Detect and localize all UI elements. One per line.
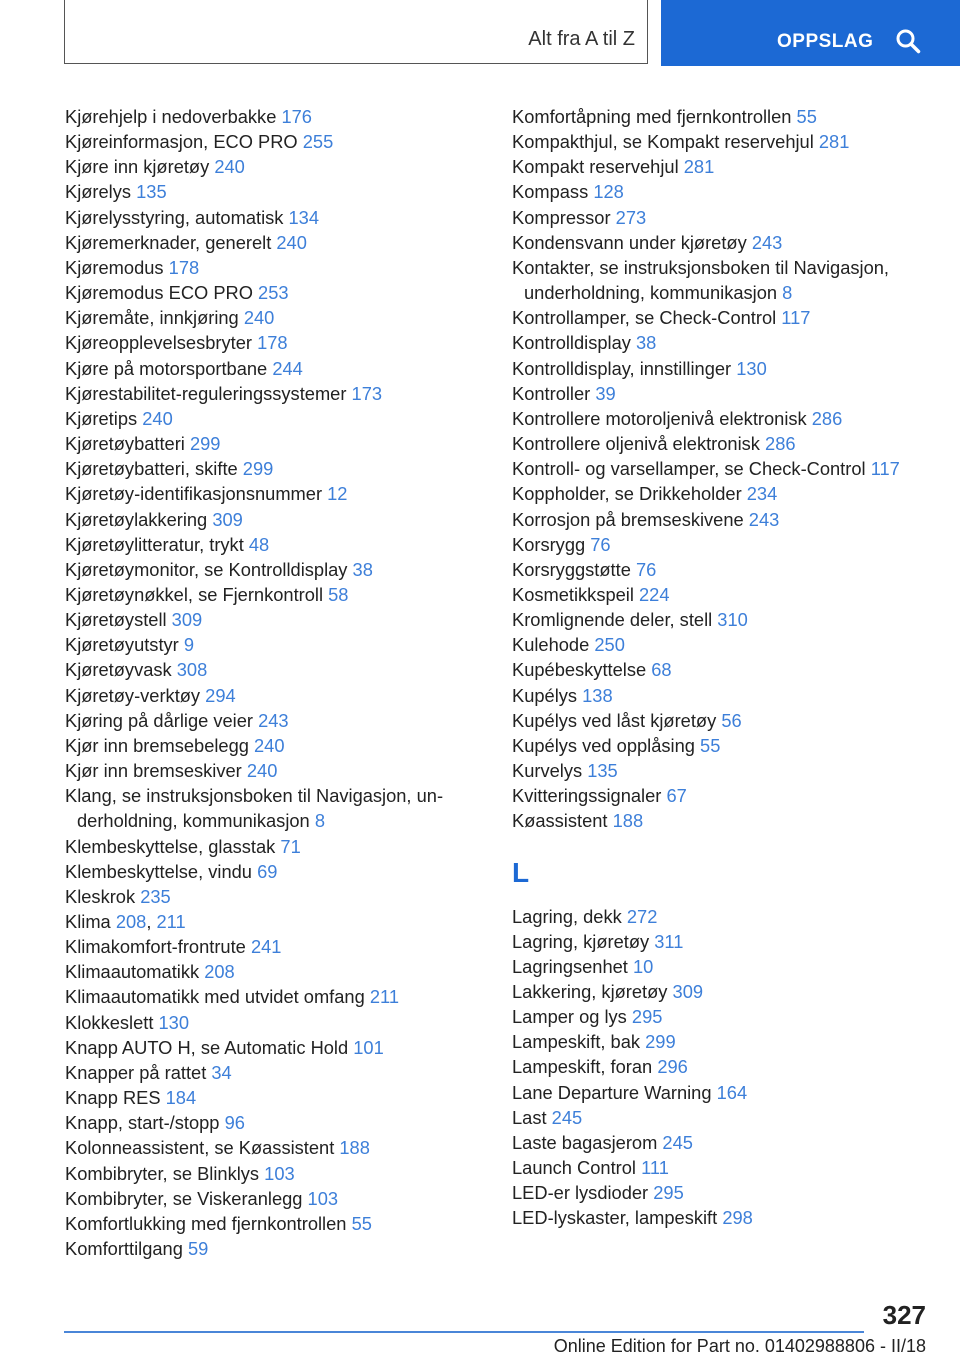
index-entry-text: Launch Control xyxy=(512,1157,636,1179)
index-entry xyxy=(65,431,490,456)
index-entry xyxy=(65,934,490,959)
index-entry xyxy=(512,1054,942,1079)
index-entry xyxy=(512,305,942,330)
page-ref-link[interactable]: 135 xyxy=(136,181,167,203)
index-entry-text: Klembeskyttelse, glasstak xyxy=(65,835,276,857)
index-entry xyxy=(65,532,490,557)
page-ref-link[interactable]: 48 xyxy=(248,533,270,555)
index-entry-text: Lakkering, kjøretøy xyxy=(512,981,668,1002)
page-ref-link[interactable]: 130 xyxy=(736,357,767,379)
index-entry xyxy=(65,330,490,355)
index-entry xyxy=(512,954,942,979)
page-ref-link[interactable]: 55 xyxy=(700,734,721,756)
page-ref-link[interactable]: 34 xyxy=(211,1061,232,1083)
page-ref-link[interactable]: 299 xyxy=(645,1031,676,1053)
index-entry-text: Kompakthjul, se Kompakt reservehjul xyxy=(512,131,814,153)
index-entry-text: Kjøring på dårlige veier xyxy=(65,709,253,731)
index-entry xyxy=(65,154,490,179)
index-entry-text: Komfortlukking med fjernkontrollen xyxy=(65,1212,347,1234)
index-entry xyxy=(65,381,490,406)
index-entry xyxy=(512,783,942,808)
index-entry xyxy=(512,1105,942,1130)
index-entry xyxy=(65,1211,490,1236)
index-entry xyxy=(65,179,490,204)
index-entry xyxy=(512,758,942,783)
lookup-button[interactable] xyxy=(661,0,960,66)
index-entry-text: Klimakomfort-frontrute xyxy=(65,936,246,958)
page-ref-link[interactable]: 243 xyxy=(258,709,289,731)
index-entry xyxy=(512,1080,942,1105)
index-entry xyxy=(65,984,490,1009)
index-entry-text: Kjøretøyvask xyxy=(65,659,172,681)
index-entry-text: Kulehode xyxy=(512,634,590,656)
index-entry-text: Kjørehjelp i nedoverbakke xyxy=(65,106,277,127)
index-entry-text: Komforttilgang xyxy=(65,1238,183,1260)
page-ref-link[interactable]: 96 xyxy=(224,1112,245,1134)
index-entry-text: Kjør inn bremsebelegg xyxy=(65,734,249,756)
index-entry-text: Lagring, kjøretøy xyxy=(512,930,650,952)
index-entry-text: LED-lyskaster, lampeskift xyxy=(512,1207,718,1229)
index-entry xyxy=(65,1110,490,1135)
index-entry xyxy=(65,733,490,758)
index-entry xyxy=(512,406,942,431)
index-entry-text: Kompakt reservehjul xyxy=(512,156,679,178)
page-ref-link[interactable]: 235 xyxy=(140,885,171,907)
index-entry xyxy=(65,507,490,532)
index-entry xyxy=(65,230,490,255)
index-entry xyxy=(512,1180,942,1205)
index-entry-text: Knapp RES xyxy=(65,1087,161,1109)
index-entry xyxy=(65,406,490,431)
page-ref-link[interactable]: 240 xyxy=(246,760,278,782)
index-entry-text: Kontrolldisplay xyxy=(512,332,631,354)
page-ref-link[interactable]: 299 xyxy=(242,458,274,480)
footer-text: Online Edition for Part no. 01402988806 - II/18 xyxy=(553,1336,926,1356)
index-entry-text: Kontrollere motoroljenivå elektronisk xyxy=(512,407,807,429)
index-entry-text: Knapp, start-/stopp xyxy=(65,1112,220,1134)
index-entry-text: Klokkeslett xyxy=(65,1011,154,1033)
index-entry xyxy=(512,683,942,708)
page-ref-link[interactable]: 299 xyxy=(189,433,221,455)
index-entry xyxy=(512,205,942,230)
page-ref-link[interactable]: 273 xyxy=(615,206,647,228)
index-entry-text: Kjøremåte, innkjøring xyxy=(65,307,239,329)
index-entry xyxy=(65,859,490,884)
page-ref-link[interactable]: 211 xyxy=(156,911,186,932)
page-ref-link[interactable]: 243 xyxy=(751,231,783,253)
index-entry-text: Kompressor xyxy=(512,206,611,228)
page-ref-link[interactable]: 211 xyxy=(369,986,399,1008)
page-ref-link[interactable]: 178 xyxy=(257,332,288,354)
index-entry xyxy=(512,532,942,557)
index-entry xyxy=(65,557,490,582)
index-entry-text: Knapp AUTO H, se Automatic Hold xyxy=(65,1036,349,1058)
page-ref-link[interactable]: 310 xyxy=(717,609,748,631)
index-entry-text: Kjøretøybatteri, skifte xyxy=(65,458,238,480)
index-group-k xyxy=(512,104,942,834)
page-ref-link[interactable]: 308 xyxy=(176,659,208,681)
index-entry-text: Kvitteringssignaler xyxy=(512,785,662,807)
page-ref-link[interactable]: 241 xyxy=(250,936,282,958)
index-entry-text: Kjøretips xyxy=(65,407,138,429)
index-entry xyxy=(512,481,942,506)
index-entry-text: Køassistent xyxy=(512,810,608,832)
page-ref-link[interactable]: 286 xyxy=(811,407,843,429)
index-entry-text: Korsrygg xyxy=(512,533,586,555)
index-entry xyxy=(65,1161,490,1186)
page-ref-link[interactable]: 76 xyxy=(590,533,611,555)
index-entry xyxy=(65,657,490,682)
page-ref-link[interactable]: 8 xyxy=(314,810,325,832)
index-entry-text: Kjøretøy-identifikasjonsnummer xyxy=(65,483,323,505)
page-ref-link[interactable]: 311 xyxy=(654,930,684,952)
index-entry xyxy=(512,431,942,456)
section-title: Alt fra A til Z xyxy=(528,28,635,50)
page-ref-link[interactable]: 208 xyxy=(204,961,235,983)
index-entry-text: Kjøretøynøkkel, se Fjernkontroll xyxy=(65,583,324,605)
index-entry xyxy=(512,456,942,481)
index-entry xyxy=(512,230,942,255)
index-entry-text: Kjøretøy-verktøy xyxy=(65,684,201,706)
index-entry-text: Kontrollere oljenivå elektronisk xyxy=(512,433,760,455)
page-ref-link[interactable]: 76 xyxy=(635,558,657,580)
index-entry-text: Kjøretøymonitor, se Kontrolldisplay xyxy=(65,558,348,580)
page-ref-link[interactable]: 295 xyxy=(631,1006,663,1028)
index-entry xyxy=(65,1186,490,1211)
page-ref-link[interactable]: 309 xyxy=(212,508,243,530)
page-ref-link[interactable]: 38 xyxy=(352,558,373,580)
index-entry-text: Laste bagasjerom xyxy=(512,1131,658,1153)
page-ref-link[interactable]: 240 xyxy=(276,231,307,253)
page-ref-link[interactable]: 39 xyxy=(595,382,616,404)
page-ref-link[interactable]: 178 xyxy=(168,256,200,278)
index-entry xyxy=(512,507,942,532)
index-entry-text: Kjøretøybatteri xyxy=(65,433,185,455)
index-entry-text: Kjør inn bremseskiver xyxy=(65,760,242,782)
index-entry-text: Kontroller xyxy=(512,382,591,404)
index-entry xyxy=(65,1010,490,1035)
page-ref-link[interactable]: 9 xyxy=(183,634,195,656)
index-entry xyxy=(65,1060,490,1085)
page-ref-link[interactable]: 255 xyxy=(302,131,334,153)
index-entry xyxy=(512,1155,942,1180)
index-entry-text: Kjøreinformasjon, ECO PRO xyxy=(65,131,298,153)
index-entry-text: Kombibryter, se Viskeranlegg xyxy=(65,1187,303,1209)
index-entry xyxy=(65,582,490,607)
index-entry xyxy=(65,1135,490,1160)
index-entry xyxy=(65,104,490,129)
index-entry xyxy=(512,904,942,929)
page-ref-link[interactable]: 138 xyxy=(582,684,613,706)
page-ref-link[interactable]: 240 xyxy=(243,307,275,329)
section-title-box xyxy=(64,0,648,64)
page-ref-link[interactable]: 281 xyxy=(683,156,715,178)
index-entry-text: Klimaautomatikk med utvidet omfang xyxy=(65,986,365,1008)
footer-divider xyxy=(64,1331,864,1333)
index-entry-text: Kontroll- og varsellamper, se Check-Control xyxy=(512,458,866,480)
page-ref-link[interactable]: 8 xyxy=(782,282,793,304)
index-entry-text: Kondensvann under kjøretøy xyxy=(512,231,747,253)
index-entry-text: Kupélys xyxy=(512,684,578,706)
index-entry-text: Kjøremerknader, generelt xyxy=(65,231,272,253)
index-entry-text: Kupébeskyttelse xyxy=(512,659,647,681)
page-ref-link[interactable]: 176 xyxy=(281,106,312,127)
page-ref-link[interactable]: 135 xyxy=(587,760,618,782)
index-entry xyxy=(65,758,490,783)
index-entry-text: Kjøreopplevelsesbryter xyxy=(65,332,252,354)
index-entry-text: Lamper og lys xyxy=(512,1006,627,1028)
index-entry-text: Koppholder, se Drikkeholder xyxy=(512,483,742,505)
page-ref-link[interactable]: 38 xyxy=(635,332,657,354)
section-letter: L xyxy=(512,856,530,888)
page-ref-link[interactable]: 240 xyxy=(254,734,285,756)
index-entry-text: Kjørestabilitet-reguleringssystemer xyxy=(65,382,347,404)
index-entry xyxy=(65,280,490,305)
page-ref-link[interactable]: 55 xyxy=(796,106,817,127)
page-ref-link[interactable]: 240 xyxy=(142,407,173,429)
page-header xyxy=(0,0,960,66)
index-entry-text: Kombibryter, se Blinklys xyxy=(65,1162,260,1184)
page-ref-link[interactable]: 128 xyxy=(593,181,624,203)
index-entry xyxy=(512,330,942,355)
index-entry xyxy=(65,1035,490,1060)
index-entry xyxy=(65,456,490,481)
index-entry-text: Klang, se instruksjonsboken til Navigasjon, underholdning, kommunikasjon xyxy=(65,785,444,832)
index-entry-text: Kjøretøystell xyxy=(65,609,167,631)
index-entry xyxy=(65,481,490,506)
index-entry-text: Kjørelysstyring, automatisk xyxy=(65,206,284,228)
page-number: 327 xyxy=(882,1300,926,1330)
page-ref-link[interactable]: 134 xyxy=(288,206,320,228)
page-ref-link[interactable]: 298 xyxy=(722,1207,753,1229)
page-ref-link[interactable]: 68 xyxy=(651,659,672,681)
index-entry xyxy=(65,255,490,280)
page-ref-link[interactable]: 234 xyxy=(746,483,778,505)
index-entry-text: Kolonneassistent, se Køassistent xyxy=(65,1137,335,1159)
page-ref-link[interactable]: 244 xyxy=(272,357,303,379)
index-entry xyxy=(65,834,490,859)
page-ref-separator: , xyxy=(146,911,152,932)
index-entry-text: Kompass xyxy=(512,181,589,203)
index-entry-text: Kjøre på motorsportbane xyxy=(65,357,268,379)
index-entry xyxy=(512,381,942,406)
page-ref-link[interactable]: 103 xyxy=(264,1162,295,1184)
index-column-right xyxy=(512,104,942,1231)
index-entry-text: Klimaautomatikk xyxy=(65,961,200,983)
index-entry-text: Kontrolldisplay, innstillinger xyxy=(512,357,732,379)
index-entry xyxy=(512,104,942,129)
index-entry xyxy=(512,1029,942,1054)
index-entry xyxy=(65,959,490,984)
index-entry xyxy=(512,632,942,657)
page-ref-link[interactable]: 296 xyxy=(657,1056,688,1078)
index-entry xyxy=(512,607,942,632)
index-entry xyxy=(65,708,490,733)
page-ref-link[interactable]: 240 xyxy=(214,156,245,178)
page-ref-link[interactable]: 294 xyxy=(205,684,236,706)
index-entry-text: Kjørelys xyxy=(65,181,132,203)
index-entry xyxy=(65,305,490,330)
page-ref-link[interactable]: 245 xyxy=(662,1131,693,1153)
page-ref-link[interactable]: 117 xyxy=(781,307,811,329)
index-entry xyxy=(65,356,490,381)
search-icon xyxy=(895,28,921,54)
index-entry-text: Kjøremodus xyxy=(65,256,164,278)
index-entry-text: Lampeskift, bak xyxy=(512,1031,641,1053)
index-entry-text: Last xyxy=(512,1106,547,1128)
index-entry-text: Kjøretøylitteratur, trykt xyxy=(65,533,244,555)
index-entry xyxy=(512,929,942,954)
page-ref-link[interactable]: 208 xyxy=(115,911,147,932)
page-ref-link[interactable]: 295 xyxy=(653,1182,684,1204)
index-entry-text: Komfortåpning med fjernkontrollen xyxy=(512,106,792,127)
page-ref-link[interactable]: 164 xyxy=(716,1081,748,1103)
index-entry xyxy=(65,909,490,934)
page-ref-link[interactable]: 71 xyxy=(280,835,301,857)
page-ref-link[interactable]: 69 xyxy=(257,860,278,882)
index-entry-text: Kontrollamper, se Check-Control xyxy=(512,307,777,329)
page-ref-link[interactable]: 10 xyxy=(632,955,654,977)
index-entry xyxy=(65,205,490,230)
page-ref-link[interactable]: 188 xyxy=(339,1137,370,1159)
index-group-l xyxy=(512,904,942,1231)
page-ref-link[interactable]: 245 xyxy=(551,1106,583,1128)
page-ref-link[interactable]: 130 xyxy=(158,1011,190,1033)
index-entry-text: Kjøretøylakkering xyxy=(65,508,208,530)
page-ref-link[interactable]: 253 xyxy=(258,282,289,304)
index-entry xyxy=(512,733,942,758)
index-entry xyxy=(65,632,490,657)
index-entry xyxy=(512,129,942,154)
page-ref-link[interactable]: 281 xyxy=(818,131,850,153)
index-entry-text: Korsryggstøtte xyxy=(512,558,631,580)
page-ref-link[interactable]: 111 xyxy=(641,1157,669,1179)
index-entry-text: Korrosjon på bremseskivene xyxy=(512,508,744,530)
page-ref-link[interactable]: 59 xyxy=(187,1238,209,1260)
index-entry-text: Kromlignende deler, stell xyxy=(512,609,713,631)
index-entry-text: Kjøremodus ECO PRO xyxy=(65,282,253,304)
index-entry xyxy=(65,129,490,154)
page-ref-link[interactable]: 250 xyxy=(594,634,625,656)
page-ref-link[interactable]: 224 xyxy=(639,583,670,605)
index-entry xyxy=(512,154,942,179)
page-ref-link[interactable]: 101 xyxy=(353,1036,384,1058)
index-entry xyxy=(512,557,942,582)
index-entry-text: Klembeskyttelse, vindu xyxy=(65,860,252,882)
index-entry xyxy=(65,783,490,833)
index-entry-text: Kontakter, se instruksjonsboken til Navigasjon, underholdning, kommunikasjon xyxy=(512,256,889,304)
page-ref-link[interactable]: 103 xyxy=(307,1187,339,1209)
page-ref-link[interactable]: 184 xyxy=(165,1087,197,1109)
index-entry xyxy=(512,1130,942,1155)
page-ref-link[interactable]: 309 xyxy=(171,609,203,631)
index-entry-text: Lagringsenhet xyxy=(512,955,628,977)
page-ref-link[interactable]: 58 xyxy=(328,583,349,605)
page-ref-link[interactable]: 55 xyxy=(351,1212,372,1234)
index-entry xyxy=(512,708,942,733)
index-entry-text: Kosmetikkspeil xyxy=(512,583,634,605)
index-entry-text: Kleskrok xyxy=(65,885,136,907)
index-entry xyxy=(65,1236,490,1261)
index-entry xyxy=(512,255,942,305)
index-entry-text: Kupélys ved låst kjøretøy xyxy=(512,709,717,731)
index-entry-text: Kjøre inn kjøretøy xyxy=(65,156,210,178)
index-entry xyxy=(65,1085,490,1110)
index-entry-text: LED-er lysdioder xyxy=(512,1182,649,1204)
page-ref-link[interactable]: 243 xyxy=(748,508,780,530)
index-entry xyxy=(512,1004,942,1029)
index-entry xyxy=(65,884,490,909)
page-ref-link[interactable]: 67 xyxy=(666,785,687,807)
index-entry-text: Kurvelys xyxy=(512,760,583,782)
page-ref-link[interactable]: 272 xyxy=(626,905,658,927)
index-entry xyxy=(512,657,942,682)
lookup-label: OPPSLAG xyxy=(777,31,874,52)
index-entry xyxy=(512,808,942,833)
index-entry-text: Lampeskift, foran xyxy=(512,1056,653,1078)
index-entry-text: Knapper på rattet xyxy=(65,1061,207,1083)
page-ref-link[interactable]: 173 xyxy=(351,382,383,404)
index-column-left xyxy=(65,104,490,1261)
page-ref-link[interactable]: 188 xyxy=(612,810,644,832)
index-entry xyxy=(65,683,490,708)
index-entry-text: Klima xyxy=(65,911,111,932)
index-entry-text: Lagring, dekk xyxy=(512,905,622,927)
page-ref-link[interactable]: 117 xyxy=(870,458,900,480)
page-ref-link[interactable]: 286 xyxy=(765,433,796,455)
index-entry xyxy=(512,582,942,607)
index-entry xyxy=(512,356,942,381)
index-entry-text: Lane Departure Warning xyxy=(512,1081,712,1103)
index-entry xyxy=(512,979,942,1004)
index-entry xyxy=(512,1205,942,1230)
index-entry-text: Kupélys ved opplåsing xyxy=(512,734,695,756)
page-ref-link[interactable]: 309 xyxy=(672,981,704,1002)
page-ref-link[interactable]: 12 xyxy=(327,483,348,505)
page-ref-link[interactable]: 56 xyxy=(721,709,742,731)
index-entry-text: Kjøretøyutstyr xyxy=(65,634,179,656)
index-entry xyxy=(512,179,942,204)
index-entry xyxy=(65,607,490,632)
